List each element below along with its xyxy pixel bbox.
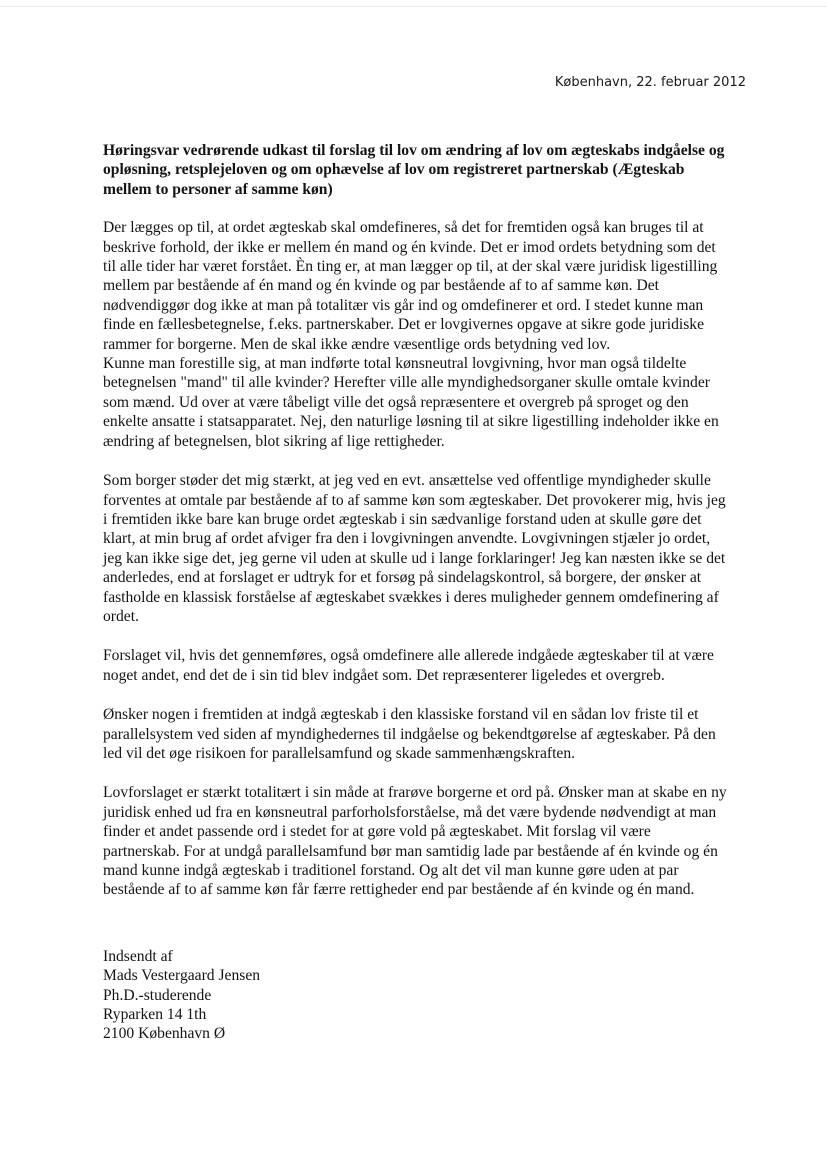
letter-title bbox=[103, 141, 753, 199]
paragraph-1 bbox=[103, 218, 753, 451]
paragraph-line: betegnelsen "mand" til alle kvinder? Herefter ville alle myndighedsorganer skulle omtale kvinder bbox=[103, 374, 710, 392]
paragraph-line: som mænd. Ud over at være tåbeligt ville det også repræsentere et overgreb på sproget og den bbox=[103, 393, 689, 411]
signature-line: Mads Vestergaard Jensen bbox=[103, 967, 261, 985]
paragraph-line: Ønsker nogen i fremtiden at indgå ægteskab i den klassiske forstand vil en sådan lov friste til et bbox=[103, 706, 699, 724]
paragraph-line: Kunne man forestille sig, at man indførte total kønsneutral lovgivning, hvor man også tildelte bbox=[103, 355, 687, 373]
paragraph-gap bbox=[103, 626, 753, 646]
signature-line: Ryparken 14 1th bbox=[103, 1006, 207, 1024]
signature-line: Indsendt af bbox=[103, 947, 173, 965]
paragraph-line: juridisk enhed ud fra en kønsneutral parforholsforståelse, må det være bydende nødvendigt at man bbox=[103, 803, 717, 821]
paragraph-5 bbox=[103, 783, 753, 899]
paragraph-line: anderledes, end at forslaget er udtryk for et forsøg på sindelagskontrol, så borgere, der ønsker at bbox=[103, 569, 702, 587]
paragraph-line: mand kunne indgå ægteskab i traditionel forstand. Og alt det vil man kunne gøre uden at par bbox=[103, 862, 679, 879]
title-line: mellem to personer af samme køn) bbox=[103, 180, 333, 198]
paragraph-line: beskrive forhold, der ikke er mellem én mand og én kvinde. Det er imod ordets betydning som det bbox=[103, 238, 716, 256]
paragraph-gap bbox=[103, 451, 753, 471]
paragraph-3 bbox=[103, 646, 753, 685]
title-line: opløsning, retsplejeloven og om ophævelse af lov om registreret partnerskab (Ægteskab bbox=[103, 161, 685, 179]
paragraph-line: nødvendiggør dog ikke at man på totalitær vis går ind og omdefinerer et ord. I stedet kunne man bbox=[103, 296, 704, 314]
paragraph-line: finde en fællesbetegnelse, f.eks. partnerskaber. Det er lovgivernes opgave at sikre gode juridiske bbox=[103, 316, 705, 334]
paragraph-4 bbox=[103, 705, 753, 763]
signature-block bbox=[103, 947, 753, 1044]
paragraph-line: ordet. bbox=[103, 607, 139, 625]
paragraph-gap bbox=[103, 763, 753, 783]
paragraph-line: Der lægges op til, at ordet ægteskab skal omdefineres, så det for fremtiden også kan bruges til at bbox=[103, 219, 704, 237]
paragraph-line: forventes at omtale par bestående af to af samme køn som ægteskaber. Det provokerer mig, hvis jeg bbox=[103, 491, 726, 509]
scan-edge-line bbox=[0, 6, 827, 7]
signature-line: Ph.D.-studerende bbox=[103, 986, 212, 1004]
paragraph-line: jeg kan ikke sige det, jeg gerne vil uden at skulle ud i lange forklaringer! Jeg kan næsten ikke se det bbox=[103, 549, 726, 567]
paragraph-line: Lovforslaget er stærkt totalitært i sin måde at frarøve borgerne et ord på. Ønsker man at skabe en ny bbox=[103, 784, 727, 802]
paragraph-line: mellem par bestående af én mand og én kvinde og par bestående af to af samme køn. Det bbox=[103, 277, 659, 295]
paragraph-line: parallelsystem ved siden af myndighedernes til indgåelse og bekendtgørelse af ægteskaber. På den bbox=[103, 725, 716, 743]
paragraph-line: finder et andet passende ord i stedet for at gøre vold på ægteskabet. Mit forslag vil være bbox=[103, 823, 651, 841]
paragraph-2 bbox=[103, 471, 753, 626]
paragraph-line: partnerskab. For at undgå parallelsamfund bør man samtidig lade par bestående af én kvinde og én bbox=[103, 842, 718, 860]
paragraph-gap bbox=[103, 685, 753, 705]
paragraph-line: Som borger støder det mig stærkt, at jeg ved en evt. ansættelse ved offentlige myndigheder skulle bbox=[103, 472, 711, 490]
paragraph-line: klart, at min brug af ordet afviger fra den i lovgivningen anvendte. Lovgivningen stjæler jo ordet, bbox=[103, 530, 711, 548]
paragraph-line: noget andet, end det de i sin tid blev indgået som. Det repræsenterer ligeledes et overgreb. bbox=[103, 666, 665, 684]
paragraph-line: rammer for borgerne. Men de skal ikke ændre væsentlige ords betydning ved lov. bbox=[103, 335, 611, 353]
paragraph-line: i fremtiden ikke bare kan bruge ordet ægteskab i sin sædvanlige forstand uden at skulle gøre det bbox=[103, 510, 702, 528]
letter-date: København, 22. februar 2012 bbox=[554, 75, 746, 90]
paragraph-line: til alle tider har været forstået. Èn ting er, at man lægger op til, at der skal være juridisk ligestilling bbox=[103, 258, 718, 276]
signature-line: 2100 København Ø bbox=[103, 1025, 226, 1043]
paragraph-line: bestående af to af samme køn får færre rettigheder end par bestående af én kvinde og én mand. bbox=[103, 881, 695, 899]
paragraph-line: ændring af betegnelsen, blot sikring af lige rettigheder. bbox=[103, 432, 445, 450]
paragraph-line: fastholde en klassisk forståelse af ægteskabet svækkes i deres muligheder gennem omdefinering af bbox=[103, 588, 719, 606]
title-line: Høringsvar vedrørende udkast til forslag til lov om ændring af lov om ægteskabs indgåelse og bbox=[103, 142, 725, 159]
paragraph-line: enkelte ansatte i statsapparatet. Nej, den naturlige løsning til at sikre ligestilling indeholder ikke en bbox=[103, 413, 719, 431]
letter-body bbox=[103, 141, 753, 1044]
paragraph-line: Forslaget vil, hvis det gennemføres, også omdefinere alle allerede indgåede ægteskaber til at være bbox=[103, 647, 714, 665]
paragraph-line: led vil det øge risikoen for parallelsamfund og skade sammenhængskraften. bbox=[103, 744, 576, 762]
